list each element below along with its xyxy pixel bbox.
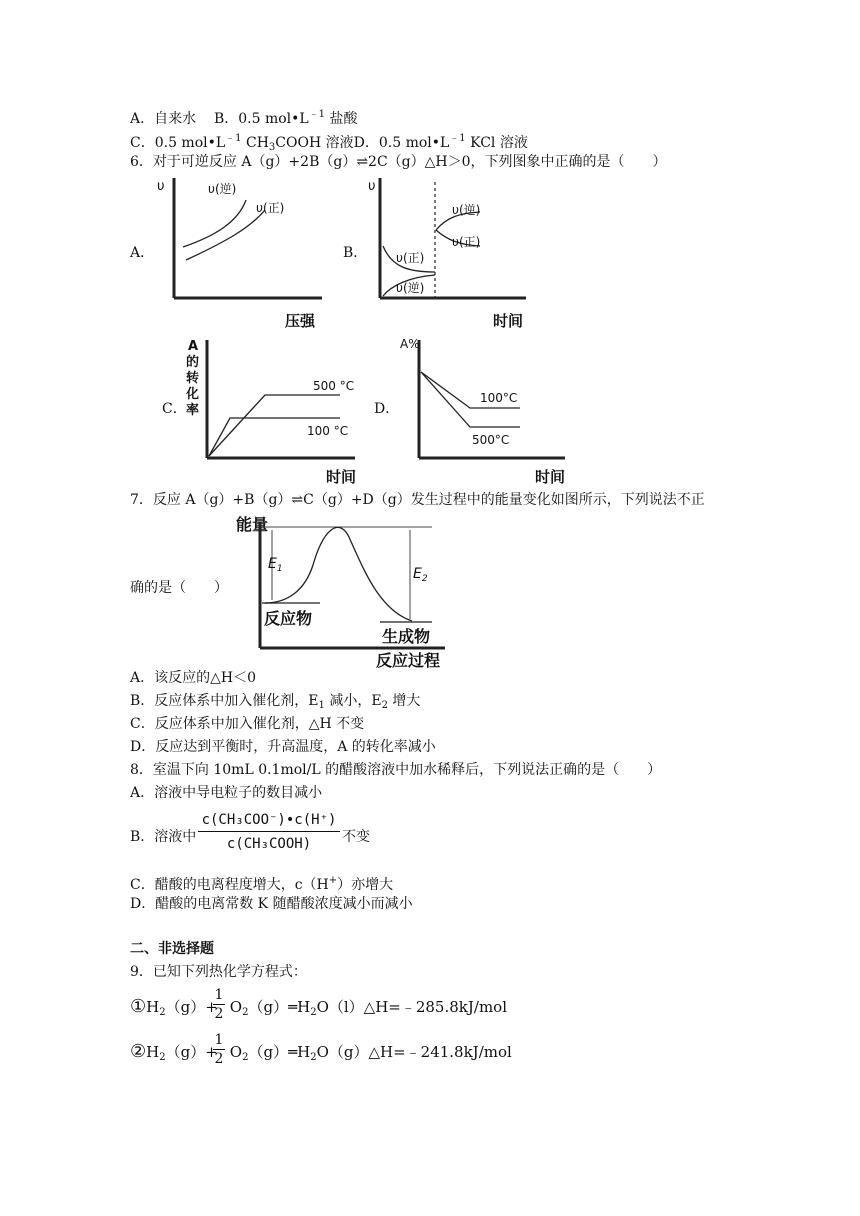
svg-text:率: 率 xyxy=(186,403,200,418)
graph-a-label: A． xyxy=(130,245,155,261)
fraction-numerator: c(CH₃COO⁻)•c(H⁺) xyxy=(198,811,340,832)
svg-text:化: 化 xyxy=(186,387,200,402)
fraction-denominator: c(CH₃COOH) xyxy=(226,836,312,852)
section-title: 二、非选择题 xyxy=(130,941,214,957)
energy-curve xyxy=(265,527,412,621)
equation-2: $②H_2(g)+$ $O_2(g)═H_2O(g)\triangle H=﹣241.8kJ$/mol xyxy=(130,1041,512,1063)
e1-label: $E_1$ xyxy=(268,556,283,574)
graph-d-temp-2: 500°C xyxy=(472,433,510,447)
q8-option-a: A．溶液中导电粒子的数目减小 xyxy=(130,785,323,801)
graph-d-temp-1: 100°C xyxy=(480,391,518,405)
graph-c-temp-1: 500 °C xyxy=(313,379,355,393)
graph-b-curve-label-3: υ(逆) xyxy=(452,203,481,217)
q8-option-b-prefix: B．溶液中 xyxy=(130,829,197,845)
energy-diagram-y-label xyxy=(236,515,268,534)
graph-d-label: D． xyxy=(374,401,400,417)
q6-stem: 6．对于可逆反应 A（g）+2B（g）⇌2C（g）△H＞0，下列图象中正确的是（ ） xyxy=(130,154,667,170)
graph-b-curve-label-1: υ(正) xyxy=(396,251,425,265)
product-label: 生成物 xyxy=(382,627,431,646)
q7-option-a: A．该反应的△H＜0 xyxy=(130,670,256,686)
q5-option-line-2: C．0.5 $mol•L^{﹣1}$ $CH_3COOH$ 溶液D．0.5 $mol•L^{﹣1}$ KCl 溶液 xyxy=(130,133,528,153)
q7-option-d: D．反应达到平衡时，升高温度，A 的转化率减小 xyxy=(130,739,436,755)
svg-text:转: 转 xyxy=(186,371,200,386)
q8-option-b-suffix: 不变 xyxy=(342,829,370,845)
q5-option-line-1: A．自来水 B．0.5 $mol•L^{﹣1}$ 盐酸 xyxy=(130,109,358,127)
graph-a-curve-label-2: υ(正) xyxy=(256,201,285,215)
q8-stem: 8．室温下向 10mL 0.1mol/L 的醋酸溶液中加水稀释后，下列说法正确的是（ ） xyxy=(130,762,662,778)
graph-b-x-label: 时间 xyxy=(493,312,524,330)
graph-d-x-label: 时间 xyxy=(535,468,566,486)
graph-b-y-label: υ xyxy=(368,179,376,194)
q8-option-b-fraction xyxy=(198,811,340,853)
circled-two: ② xyxy=(130,1041,147,1062)
e2-label: $E_2$ xyxy=(413,566,428,584)
graph-b-curve-label-4: υ(正) xyxy=(452,235,481,249)
q8-option-d: D．醋酸的电离常数 K 随醋酸浓度减小而减小 xyxy=(130,896,413,912)
graph-a-curve-label-1: υ(逆) xyxy=(208,182,237,196)
graph-a-y-label: υ xyxy=(157,179,165,194)
reactant-label: 反应物 xyxy=(264,609,313,628)
svg-text:A: A xyxy=(188,339,199,354)
graph-a-x-label: 压强 xyxy=(285,312,316,330)
q9-stem: 9．已知下列热化学方程式： xyxy=(130,964,307,980)
graph-b-curve-label-2: υ(逆) xyxy=(396,281,425,295)
equation-1: $①H_2(g)+$ $O_2(g)═H_2O(l)\triangle H=﹣285.8kJ$/mol xyxy=(130,996,507,1018)
equation-2-half: $\frac{1}{2}$ xyxy=(214,1032,224,1067)
q8-option-c: C．醋酸的电离程度增大，c（H+）亦增大 xyxy=(130,875,394,893)
q7-option-c: C．反应体系中加入催化剂，△H 不变 xyxy=(130,716,365,732)
energy-diagram-x-label: 反应过程 xyxy=(376,651,441,670)
equation-1-half: $\frac{1}{2}$ xyxy=(214,987,224,1022)
graph-d-y-label: A% xyxy=(400,337,420,351)
circled-one: ① xyxy=(130,996,147,1017)
q7-stem-line-2: 确的是（ ） xyxy=(130,580,228,596)
graph-b-label: B． xyxy=(343,245,368,261)
svg-text:的: 的 xyxy=(186,355,200,370)
q7-stem-line-1: 7．反应 A（g）+B（g）⇌C（g）+D（g）发生过程中的能量变化如图所示，下列说法不正 xyxy=(130,492,705,508)
svg-text:能量: 能量 xyxy=(236,515,269,534)
graph-c-label: C． xyxy=(162,401,187,417)
graph-c-temp-2: 100 °C xyxy=(307,424,349,438)
graph-c-x-label: 时间 xyxy=(326,468,357,486)
q7-option-b: B．反应体系中加入催化剂，$E_1$ 减小，$E_2$ 增大 xyxy=(130,693,421,711)
